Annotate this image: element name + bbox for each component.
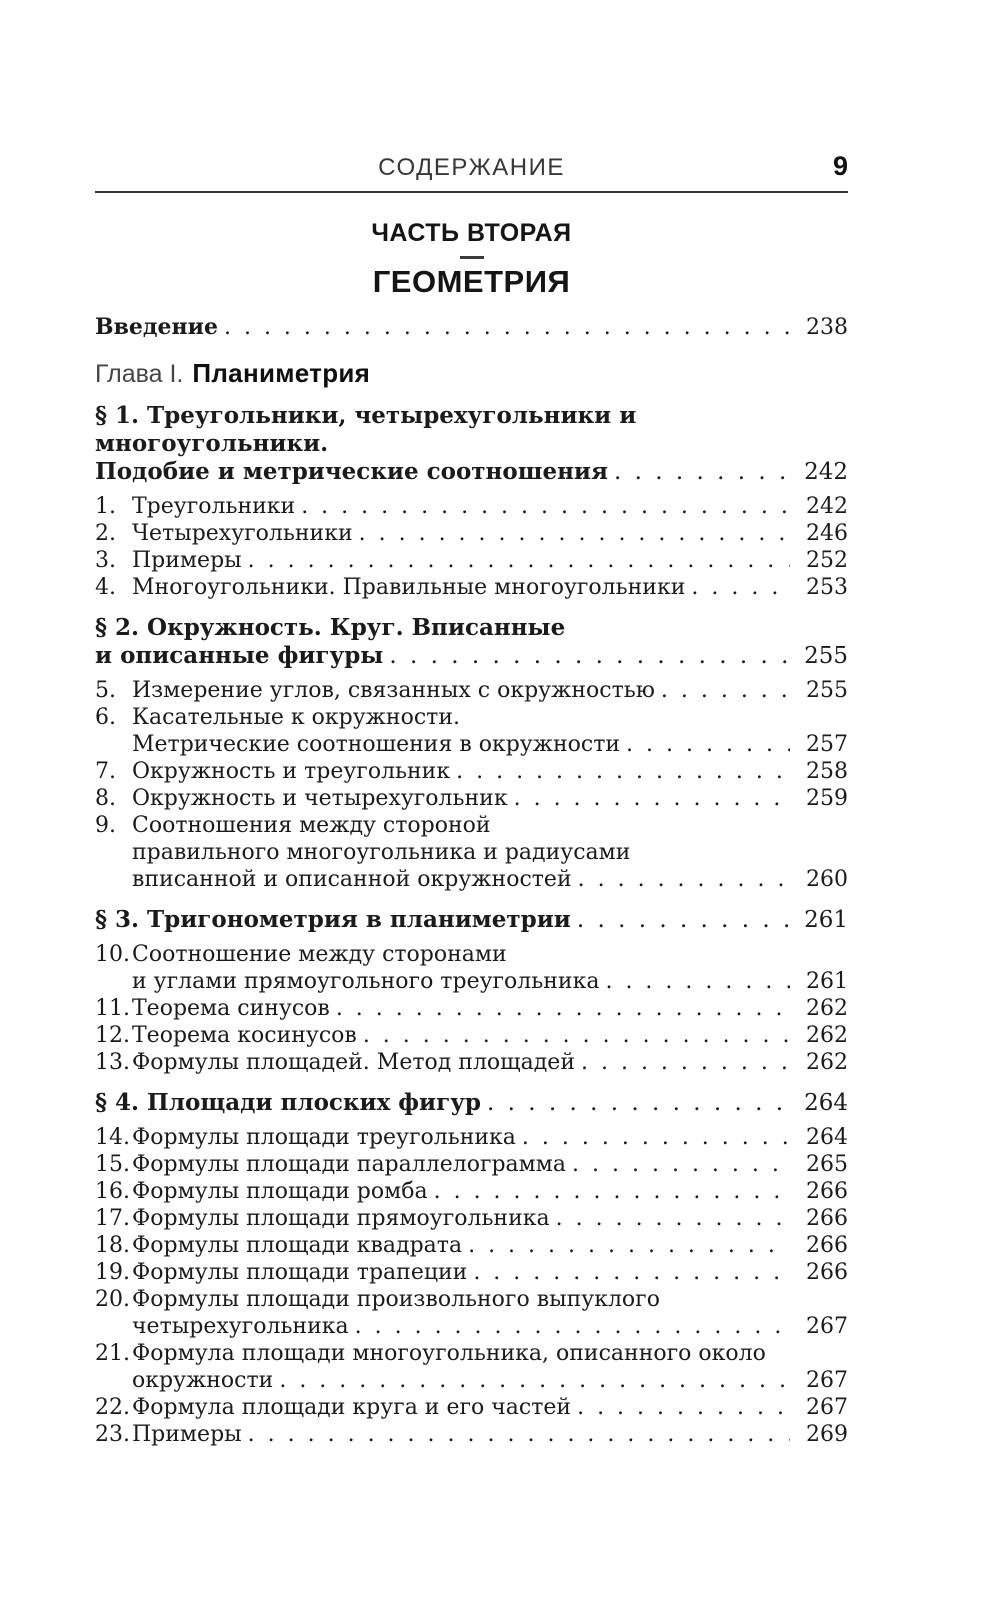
toc-line-text: § 2. Окружность. Круг. Вписанные — [95, 614, 566, 641]
toc-page-number: 262 — [806, 1023, 848, 1048]
toc-item — [95, 520, 848, 547]
toc-item — [95, 995, 848, 1022]
toc-line — [132, 1022, 848, 1049]
toc-line — [132, 1367, 848, 1394]
toc-page-number: 266 — [806, 1260, 848, 1285]
toc-line — [132, 1178, 848, 1205]
toc-line — [132, 547, 848, 574]
dot-leader — [279, 1367, 790, 1394]
toc-page-number: 262 — [806, 1050, 848, 1075]
toc-line — [132, 1049, 848, 1076]
toc-page-number: 238 — [806, 315, 848, 340]
toc-item-number: 13. — [95, 1050, 130, 1075]
toc-line-text: многоугольники. — [95, 430, 329, 457]
toc-line-text: Многоугольники. Правильные многоугольники — [132, 575, 686, 600]
toc-line-text: Подобие и метрические соотношения — [95, 458, 608, 485]
toc-item-number: 18. — [95, 1233, 130, 1258]
toc-item — [95, 1178, 848, 1205]
toc-entry-body — [132, 812, 848, 893]
toc-page-number: 266 — [806, 1179, 848, 1204]
toc-page-number: 257 — [806, 732, 848, 757]
toc-line — [132, 839, 848, 866]
toc-line-text: Примеры — [132, 548, 242, 573]
toc-line-text: Соотношение между сторонами — [132, 942, 507, 967]
toc-line-text: вписанной и описанной окружностей — [132, 867, 572, 892]
toc-line — [132, 995, 848, 1022]
toc-page-number: 252 — [806, 548, 848, 573]
toc-line-text: § 4. Площади плоских фигур — [95, 1089, 482, 1116]
toc-page-number: 255 — [806, 678, 848, 703]
toc-line — [95, 402, 848, 430]
toc-line — [132, 968, 848, 995]
toc-section — [95, 614, 848, 670]
toc-page-number: 242 — [806, 494, 848, 519]
toc-item — [95, 704, 848, 758]
toc-line — [132, 1205, 848, 1232]
toc-page-number: 260 — [806, 867, 848, 892]
part-label: ЧАСТЬ ВТОРАЯ — [371, 219, 572, 247]
toc-entry-body — [132, 520, 848, 547]
toc-item — [95, 1232, 848, 1259]
dot-leader — [336, 995, 790, 1022]
toc-line-text: Примеры — [132, 1422, 242, 1447]
toc-page-number: 266 — [806, 1206, 848, 1231]
dot-leader — [301, 493, 790, 520]
toc-line — [132, 704, 848, 731]
toc-item-number: 15. — [95, 1152, 130, 1177]
toc-item-number: 16. — [95, 1179, 130, 1204]
toc-entry-body — [132, 677, 848, 704]
toc-page-number: 265 — [806, 1152, 848, 1177]
dot-leader — [224, 314, 790, 341]
part-title: ГЕОМЕТРИЯ — [372, 264, 571, 299]
toc-item — [95, 1022, 848, 1049]
toc-line — [132, 1394, 848, 1421]
toc-page-number: 264 — [804, 1090, 848, 1116]
toc-line — [95, 1089, 848, 1117]
dot-leader — [577, 1394, 790, 1421]
toc-item — [95, 1286, 848, 1340]
dot-leader — [572, 1151, 790, 1178]
dot-leader — [577, 906, 790, 934]
toc-entry-body — [132, 1178, 848, 1205]
dot-leader — [522, 1124, 790, 1151]
toc-item — [95, 1205, 848, 1232]
toc-entry-body — [132, 547, 848, 574]
toc-entry-body — [132, 758, 848, 785]
chapter-title: Планиметрия — [192, 358, 371, 388]
toc-line-text: и описанные фигуры — [95, 642, 384, 669]
toc-page-number: 267 — [806, 1314, 848, 1339]
toc-line-text: § 3. Тригонометрия в планиметрии — [95, 906, 571, 933]
toc-line-text: Треугольники — [132, 494, 296, 519]
toc-item-number: 2. — [95, 521, 116, 546]
toc-item-number: 3. — [95, 548, 116, 573]
toc-line-text: Формулы площади прямоугольника — [132, 1206, 550, 1231]
toc-item-number: 8. — [95, 786, 116, 811]
dot-leader — [514, 785, 790, 812]
toc-line — [132, 812, 848, 839]
toc-chapter — [95, 358, 848, 389]
toc-item-number: 11. — [95, 996, 130, 1021]
toc-line-text: Измерение углов, связанных с окружностью — [132, 678, 655, 703]
toc-entry-body — [132, 995, 848, 1022]
toc-entry-body — [132, 941, 848, 995]
toc-line-text: Касательные к окружности. — [132, 705, 460, 730]
dot-leader — [691, 574, 790, 601]
toc-entry-body — [132, 785, 848, 812]
toc-line-text: Формулы площади квадрата — [132, 1233, 463, 1258]
toc-item — [95, 785, 848, 812]
toc-section — [95, 1089, 848, 1117]
dot-leader — [248, 547, 790, 574]
dot-leader — [434, 1178, 790, 1205]
toc-page-number: 255 — [804, 643, 848, 669]
dot-leader — [626, 731, 790, 758]
dot-leader — [355, 1313, 790, 1340]
part-heading — [95, 219, 848, 299]
toc-section — [95, 906, 848, 934]
toc-item-number: 10. — [95, 942, 130, 967]
toc-item-number: 21. — [95, 1341, 130, 1366]
toc-line — [132, 731, 848, 758]
toc-entry-body — [95, 906, 848, 934]
toc-line — [132, 1286, 848, 1313]
toc-page-number: 261 — [806, 969, 848, 994]
toc-page-number: 253 — [806, 575, 848, 600]
page-number: 9 — [832, 151, 848, 181]
toc-entry-body — [95, 614, 848, 670]
toc-line — [132, 677, 848, 704]
toc-entry-body — [95, 1089, 848, 1117]
toc-intro — [95, 314, 848, 341]
chapter-prefix: Глава I. — [95, 360, 184, 388]
toc-entry-body — [132, 1394, 848, 1421]
toc-page-number: 269 — [806, 1422, 848, 1447]
toc-entry-body — [95, 314, 848, 341]
toc-item-number: 12. — [95, 1023, 130, 1048]
toc-line — [132, 1340, 848, 1367]
toc-item — [95, 547, 848, 574]
toc-line — [95, 430, 848, 458]
toc-line-text: Четырехугольники — [132, 521, 353, 546]
toc-item — [95, 812, 848, 893]
toc-line-text: окружности — [132, 1368, 274, 1393]
toc-line-text: Формулы площади трапеции — [132, 1260, 468, 1285]
running-head — [95, 153, 848, 183]
toc-item — [95, 677, 848, 704]
toc-item-number: 14. — [95, 1125, 130, 1150]
toc-item — [95, 758, 848, 785]
toc-line — [95, 642, 848, 670]
toc-item — [95, 1151, 848, 1178]
dot-leader — [473, 1259, 790, 1286]
header-rule — [95, 191, 848, 193]
toc-line — [132, 574, 848, 601]
toc-line — [132, 866, 848, 893]
toc-page-number: 242 — [804, 459, 848, 485]
toc-item-number: 23. — [95, 1422, 130, 1447]
toc-entry-body — [132, 1022, 848, 1049]
toc-item-number: 5. — [95, 678, 116, 703]
toc-item — [95, 493, 848, 520]
toc-page-number: 264 — [806, 1125, 848, 1150]
toc-item-number: 1. — [95, 494, 116, 519]
toc-line — [132, 1151, 848, 1178]
toc-item — [95, 1340, 848, 1394]
dot-leader — [661, 677, 790, 704]
toc-item — [95, 941, 848, 995]
toc-line-text: Метрические соотношения в окружности — [132, 732, 621, 757]
dot-leader — [389, 642, 790, 670]
toc-line — [132, 785, 848, 812]
toc-line-text: Теорема синусов — [132, 996, 330, 1021]
toc-page-number: 259 — [806, 786, 848, 811]
toc-entry-body — [95, 402, 848, 486]
dot-leader — [614, 458, 790, 486]
dot-leader — [248, 1421, 790, 1448]
toc-line — [95, 314, 848, 341]
dot-leader — [468, 1232, 790, 1259]
dot-leader — [578, 866, 790, 893]
dot-leader — [363, 1022, 790, 1049]
toc-list — [95, 314, 848, 1448]
toc-line — [132, 493, 848, 520]
dot-leader — [556, 1205, 790, 1232]
toc-line — [132, 758, 848, 785]
toc-line-text: Формулы площади ромба — [132, 1179, 428, 1204]
toc-item-number: 17. — [95, 1206, 130, 1231]
toc-page-number: 262 — [806, 996, 848, 1021]
dot-leader — [581, 1049, 790, 1076]
toc-item — [95, 1049, 848, 1076]
toc-item — [95, 574, 848, 601]
toc-entry-body — [132, 493, 848, 520]
toc-page-number: 261 — [804, 907, 848, 933]
toc-line-text: Формулы площади произвольного выпуклого — [132, 1287, 660, 1312]
toc-line — [132, 1421, 848, 1448]
toc-entry-body — [132, 1286, 848, 1340]
toc-entry-body — [132, 1340, 848, 1394]
toc-entry-body — [132, 574, 848, 601]
toc-line-text: Окружность и треугольник — [132, 759, 451, 784]
toc-page-number: 266 — [806, 1233, 848, 1258]
toc-line — [132, 941, 848, 968]
toc-item — [95, 1421, 848, 1448]
toc-entry-body — [132, 1049, 848, 1076]
toc-item-number: 19. — [95, 1260, 130, 1285]
toc-item — [95, 1259, 848, 1286]
toc-line-text: правильного многоугольника и радиусами — [132, 840, 631, 865]
toc-page-number: 246 — [806, 521, 848, 546]
toc-entry-body — [132, 1205, 848, 1232]
toc-line-text: Теорема косинусов — [132, 1023, 357, 1048]
toc-line-text: Введение — [95, 314, 218, 340]
toc-line-text: Формулы площади треугольника — [132, 1125, 516, 1150]
page-title: СОДЕРЖАНИЕ — [378, 154, 565, 181]
toc-item-number: 4. — [95, 575, 116, 600]
dot-leader — [456, 758, 790, 785]
toc-page-number: 258 — [806, 759, 848, 784]
toc-line — [132, 1124, 848, 1151]
toc-line-text: Формулы площади параллелограмма — [132, 1152, 567, 1177]
toc-line-text: и углами прямоугольного треугольника — [132, 969, 600, 994]
toc-item — [95, 1124, 848, 1151]
toc-section — [95, 402, 848, 486]
toc-item-number: 22. — [95, 1395, 130, 1420]
toc-line-text: Формулы площадей. Метод площадей — [132, 1050, 575, 1075]
toc-item-number: 6. — [95, 705, 116, 730]
toc-entry-body — [132, 1259, 848, 1286]
toc-line — [132, 1259, 848, 1286]
part-divider — [460, 256, 484, 259]
toc-line-text: Окружность и четырехугольник — [132, 786, 508, 811]
toc-line-text: Формула площади круга и его частей — [132, 1395, 572, 1420]
toc-entry-body — [132, 1151, 848, 1178]
toc-item — [95, 1394, 848, 1421]
toc-page-number: 267 — [806, 1368, 848, 1393]
dot-leader — [359, 520, 790, 547]
dot-leader — [605, 968, 790, 995]
toc-entry-body — [132, 704, 848, 758]
toc-line-text: четырехугольника — [132, 1314, 349, 1339]
toc-item-number: 20. — [95, 1287, 130, 1312]
toc-page-number: 267 — [806, 1395, 848, 1420]
toc-entry-body — [132, 1232, 848, 1259]
toc-line-text: Формула площади многоугольника, описанного около — [132, 1341, 766, 1366]
toc-line — [132, 520, 848, 547]
toc-item-number: 9. — [95, 813, 116, 838]
toc-item-number: 7. — [95, 759, 116, 784]
toc-entry-body — [132, 1421, 848, 1448]
toc-line — [132, 1313, 848, 1340]
toc-line-text: Соотношения между стороной — [132, 813, 491, 838]
toc-line — [95, 906, 848, 934]
toc-line — [132, 1232, 848, 1259]
toc-entry-body — [132, 1124, 848, 1151]
toc-line-text: § 1. Треугольники, четырехугольники и — [95, 402, 637, 429]
toc-line — [95, 614, 848, 642]
toc-line — [95, 458, 848, 486]
dot-leader — [487, 1089, 790, 1117]
